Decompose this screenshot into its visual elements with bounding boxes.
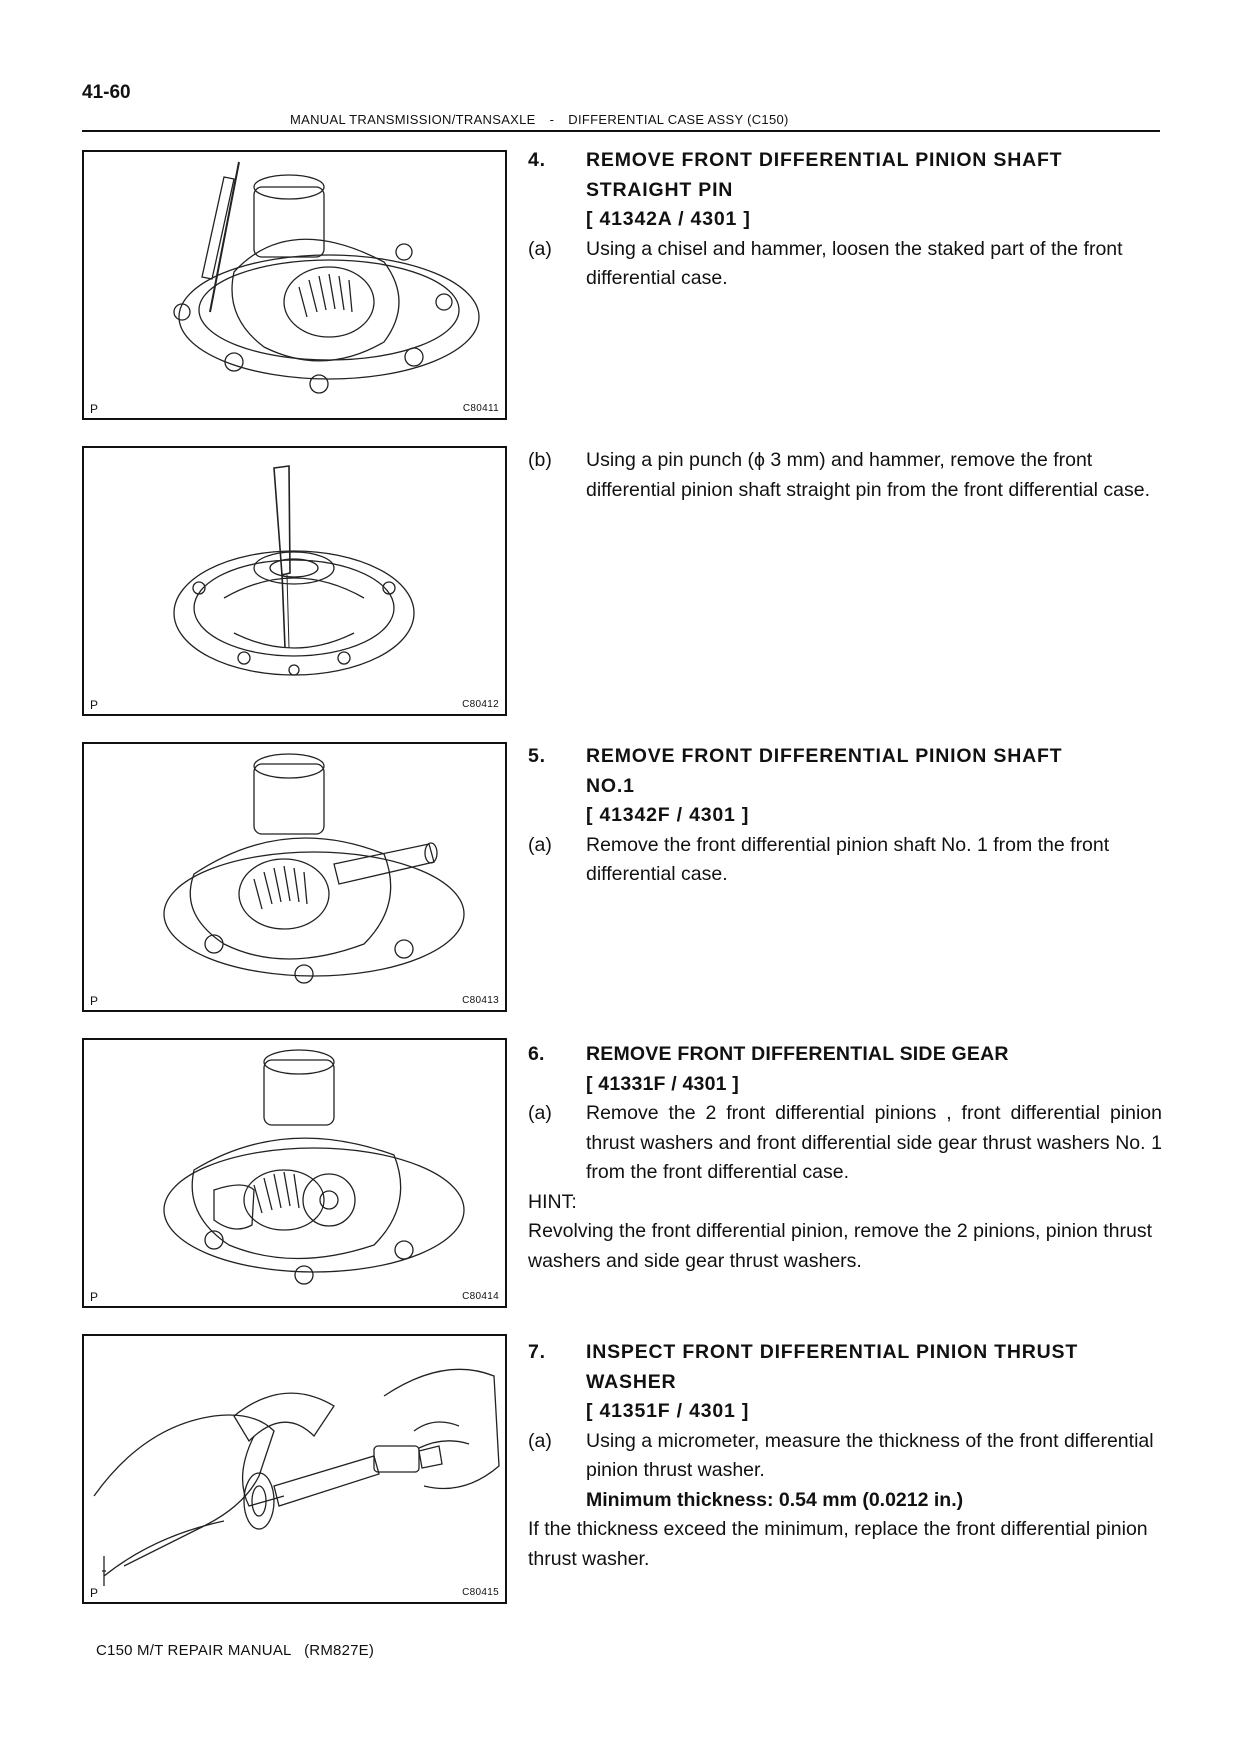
page-footer: C150 M/T REPAIR MANUAL (RM827E) xyxy=(96,1642,375,1659)
substep-label: (a) xyxy=(528,833,552,856)
figure-mark: P xyxy=(90,1290,99,1304)
header-rule xyxy=(82,130,1160,132)
figure-c80412 xyxy=(82,446,507,716)
substep-text: Using a pin punch (ϕ 3 mm) and hammer, remove the front differential pinion shaft straight pin from the front differential case. xyxy=(586,449,1151,501)
header-separator: - xyxy=(549,112,555,127)
page-number: 41-60 xyxy=(82,82,131,103)
figure-code: C80413 xyxy=(462,995,499,1006)
differential-case-chisel-hammer-illustration xyxy=(84,152,505,418)
step-title-line-1: REMOVE FRONT DIFFERENTIAL PINION SHAFT xyxy=(586,745,1063,767)
figure-mark: P xyxy=(90,698,99,712)
hint-text: Revolving the front differential pinion, remove the 2 pinions, pinion thrust washers and side gear thrust washers. xyxy=(528,1220,1153,1272)
step-4-heading xyxy=(528,146,1162,235)
substep-text: Using a chisel and hammer, loosen the staked part of the front differential case. xyxy=(586,237,1123,289)
differential-case-pinion-shaft-illustration xyxy=(84,744,505,1010)
inspection-note: If the thickness exceed the minimum, replace the front differential pinion thrust washer. xyxy=(528,1518,1148,1570)
substep-label: (a) xyxy=(528,1102,552,1124)
step-title-line-2: NO.1 xyxy=(586,774,635,797)
step-5-heading xyxy=(528,742,1162,831)
differential-case-pinions-washers-illustration xyxy=(84,1040,505,1306)
step-title-line-1: REMOVE FRONT DIFFERENTIAL PINION SHAFT xyxy=(586,149,1063,171)
substep-a xyxy=(528,1099,1162,1188)
step-number: 5. xyxy=(528,745,546,767)
part-code: [ 41342F / 4301 ] xyxy=(586,804,750,826)
figure-c80414 xyxy=(82,1038,507,1308)
specification: Minimum thickness: 0.54 mm (0.0212 in.) xyxy=(586,1488,964,1511)
substep-text: Remove the front differential pinion shaft No. 1 from the front differential case. xyxy=(586,833,1110,885)
running-header xyxy=(290,112,789,127)
step-title-line-2: WASHER xyxy=(586,1370,677,1393)
substep-label: (b) xyxy=(528,449,552,471)
step-title: REMOVE FRONT DIFFERENTIAL SIDE GEAR xyxy=(586,1043,1009,1065)
substep-text: Using a micrometer, measure the thickness of the front differential pinion thrust washer. xyxy=(586,1429,1154,1481)
step-number: 6. xyxy=(528,1043,545,1065)
header-section: MANUAL TRANSMISSION/TRANSAXLE xyxy=(290,112,536,127)
hint-label: HINT: xyxy=(528,1190,577,1213)
figure-c80413 xyxy=(82,742,507,1012)
step-6-heading xyxy=(528,1040,1162,1099)
step-number: 7. xyxy=(528,1341,546,1363)
step-number: 4. xyxy=(528,149,546,171)
step-6 xyxy=(528,1040,1162,1276)
figure-code: C80415 xyxy=(462,1587,499,1598)
step-4-b xyxy=(528,446,1162,505)
figure-c80411 xyxy=(82,150,507,420)
step-title-line-2: STRAIGHT PIN xyxy=(586,178,734,201)
substep-text: Remove the 2 front differential pinions , front differential pinion thrust washers and front differential side gear thrust washers No. 1 from the front differential case. xyxy=(586,1102,1162,1183)
figure-mark: P xyxy=(90,994,99,1008)
figure-code: C80411 xyxy=(462,403,499,414)
step-5 xyxy=(528,742,1162,890)
substep-a xyxy=(528,1427,1162,1516)
step-7-heading xyxy=(528,1338,1162,1427)
figure-code: C80414 xyxy=(462,1291,499,1302)
part-code: [ 41342A / 4301 ] xyxy=(586,208,751,230)
step-title-line-1: INSPECT FRONT DIFFERENTIAL PINION THRUST xyxy=(586,1341,1079,1363)
substep-b xyxy=(528,446,1162,505)
micrometer-thrust-washer-illustration xyxy=(84,1336,505,1602)
substep-label: (a) xyxy=(528,1429,552,1452)
part-code: [ 41351F / 4301 ] xyxy=(586,1400,750,1422)
figure-mark: P xyxy=(90,1586,99,1600)
figure-c80415 xyxy=(82,1334,507,1604)
figure-mark: P xyxy=(90,402,99,416)
substep-label: (a) xyxy=(528,237,552,260)
header-subsection: DIFFERENTIAL CASE ASSY (C150) xyxy=(568,112,789,127)
part-code: [ 41331F / 4301 ] xyxy=(586,1072,739,1095)
substep-a xyxy=(528,235,1162,294)
step-4 xyxy=(528,146,1162,294)
differential-case-pin-punch-illustration xyxy=(84,448,505,714)
step-7 xyxy=(528,1338,1162,1574)
figure-code: C80412 xyxy=(462,699,499,710)
substep-a xyxy=(528,831,1162,890)
